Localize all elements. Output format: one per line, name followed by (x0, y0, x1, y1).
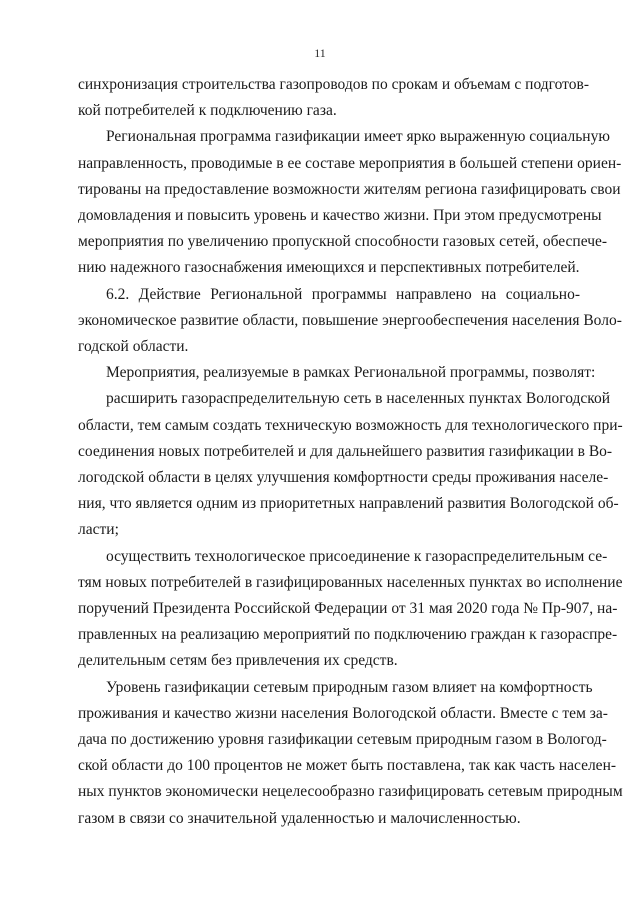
text-line: поручений Президента Российской Федерации от 31 мая 2020 года № Пр-907, на- (78, 600, 618, 618)
text-line: годской области. (78, 338, 189, 356)
text-line: мероприятия по увеличению пропускной способности газовых сетей, обеспече- (78, 233, 608, 251)
text-line: газом в связи со значительной удаленностью и малочисленностью. (78, 809, 521, 827)
text-line: ласти; (78, 521, 119, 539)
text-line: ных пунктов экономически нецелесообразно газифицировать сетевым природным (78, 783, 623, 801)
text-line: Региональная программа газификации имеет ярко выраженную социальную (106, 128, 610, 146)
text-line: 6.2. Действие Региональной программы направлено на социально- (106, 285, 580, 303)
document-body (78, 72, 623, 832)
paragraph-3 (78, 282, 622, 361)
text-line: тям новых потребителей в газифицированных населенных пунктах во исполнение (78, 573, 623, 591)
text-line: тированы на предоставление возможности жителям региона газифицировать свои (78, 180, 621, 198)
text-line: синхронизация строительства газопроводов по срокам и объемам с подготов- (78, 76, 589, 93)
paragraph-6 (78, 544, 623, 675)
text-line: логодской области в целях улучшения комфортности среды проживания населе- (78, 469, 609, 487)
text-line: направленность, проводимые в ее составе мероприятия в большей степени ориен- (78, 154, 622, 172)
page-number: 11 (314, 46, 326, 60)
text-line: домовладения и повысить уровень и качество жизни. При этом предусмотрены (78, 207, 602, 225)
text-line: дача по достижению уровня газификации сетевым природным газом в Вологод- (78, 731, 607, 749)
text-line: кой потребителей к подключению газа. (78, 102, 337, 120)
paragraph-2 (78, 124, 622, 281)
paragraph-7 (78, 675, 623, 832)
text-line: экономическое развитие области, повышение энергообеспечения населения Воло- (78, 311, 622, 329)
text-line: области, тем самым создать техническую возможность для технологического при- (78, 416, 623, 434)
text-line: осуществить технологическое присоединение к газораспределительным се- (106, 547, 608, 565)
text-line: нию надежного газоснабжения имеющихся и перспективных потребителей. (78, 259, 580, 277)
text-line: Мероприятия, реализуемые в рамках Региональной программы, позволят: (106, 364, 596, 382)
text-line: соединения новых потребителей и для дальнейшего развития газификации в Во- (78, 442, 613, 460)
text-line: делительным сетям без привлечения их средств. (78, 652, 398, 670)
text-line: ния, что является одним из приоритетных направлений развития Вологодской об- (78, 495, 619, 513)
text-line: Уровень газификации сетевым природным газом влияет на комфортность (106, 678, 593, 696)
text-line: правленных на реализацию мероприятий по подключению граждан к газораспре- (78, 626, 618, 644)
text-line: ской области до 100 процентов не может быть поставлена, так как часть населен- (78, 757, 617, 775)
text-line: проживания и качество жизни населения Вологодской области. Вместе с тем за- (78, 704, 608, 722)
paragraph-5 (78, 386, 623, 543)
paragraph-4 (78, 360, 596, 386)
paragraph-1 (78, 72, 589, 124)
text-line: расширить газораспределительную сеть в населенных пунктах Вологодской (106, 390, 611, 408)
